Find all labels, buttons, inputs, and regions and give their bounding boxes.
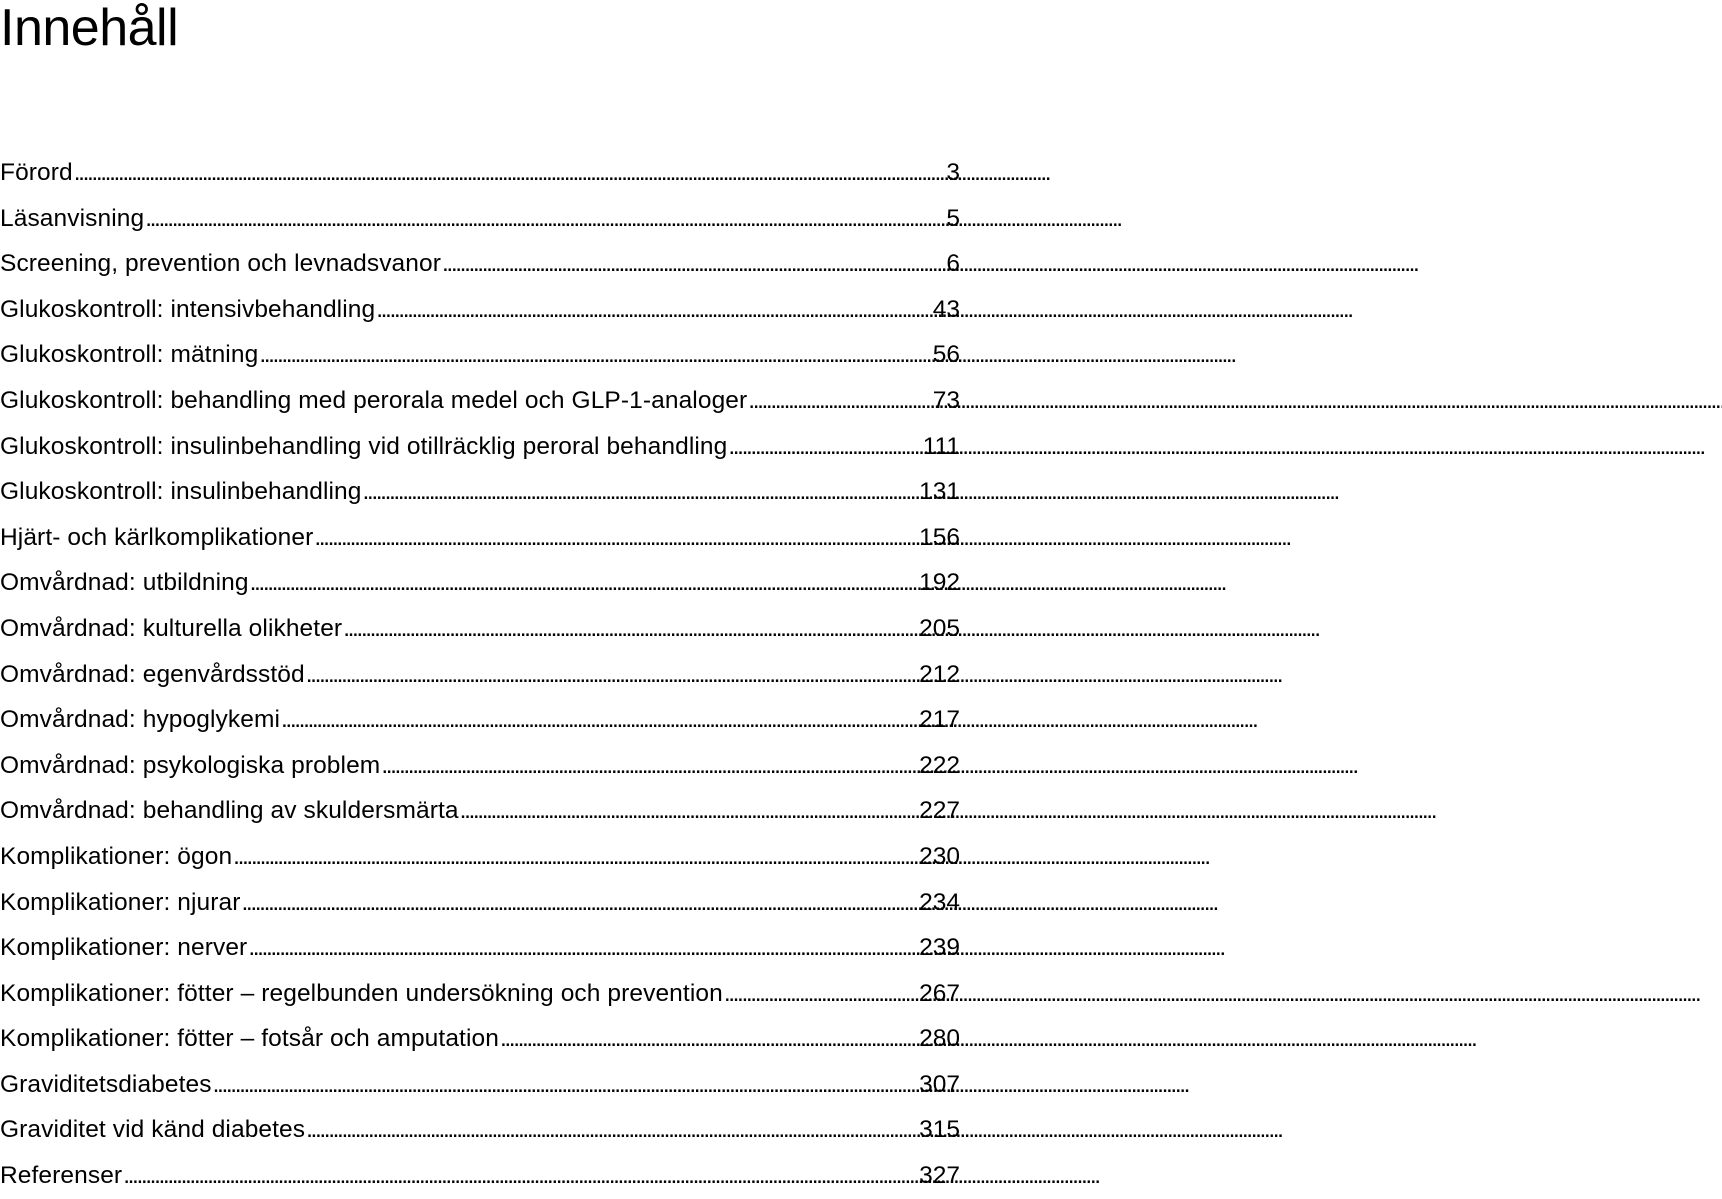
toc-entry-page-number: 307 <box>919 1070 960 1098</box>
dot-leader <box>123 1153 918 1199</box>
dot-leader <box>145 196 945 242</box>
toc-entry-label: Graviditetsdiabetes <box>0 1070 212 1098</box>
dot-leader <box>724 971 918 1017</box>
toc-entry[interactable] <box>0 1153 960 1199</box>
dot-leader <box>460 788 918 834</box>
toc-entry[interactable] <box>0 880 960 926</box>
toc-entry[interactable] <box>0 834 960 880</box>
toc-entry-page-number: 131 <box>919 478 960 506</box>
toc-list <box>0 150 960 1199</box>
dot-leader <box>500 1016 918 1062</box>
toc-entry[interactable] <box>0 378 960 424</box>
toc-entry-label: Glukoskontroll: insulinbehandling vid otillräcklig peroral behandling <box>0 432 728 460</box>
dot-leader <box>306 652 918 698</box>
toc-entry-label: Referenser <box>0 1162 123 1190</box>
dot-leader <box>248 925 918 971</box>
toc-entry[interactable] <box>0 515 960 561</box>
toc-entry-page-number: 227 <box>919 797 960 825</box>
dot-leader <box>242 880 919 926</box>
toc-entry[interactable] <box>0 697 960 743</box>
toc-entry-page-number: 212 <box>919 660 960 688</box>
toc-entry[interactable] <box>0 925 960 971</box>
dot-leader <box>233 834 918 880</box>
toc-entry-page-number: 5 <box>946 204 960 232</box>
toc-entry-label: Komplikationer: fötter – regelbunden undersökning och prevention <box>0 979 723 1007</box>
toc-entry-page-number: 239 <box>919 934 960 962</box>
dot-leader <box>442 241 945 287</box>
toc-entry[interactable] <box>0 743 960 789</box>
dot-leader <box>281 697 918 743</box>
toc-entry-label: Komplikationer: ögon <box>0 842 233 870</box>
toc-entry[interactable] <box>0 971 960 1017</box>
toc-entry[interactable] <box>0 469 960 515</box>
toc-entry-page-number: 217 <box>919 706 960 734</box>
toc-entry-page-number: 327 <box>919 1162 960 1190</box>
toc-entry-label: Komplikationer: nerver <box>0 934 248 962</box>
toc-entry[interactable] <box>0 241 960 287</box>
toc-entry-label: Omvårdnad: behandling av skuldersmärta <box>0 797 459 825</box>
dot-leader <box>748 378 931 424</box>
toc-entry[interactable] <box>0 196 960 242</box>
toc-entry-page-number: 73 <box>932 386 960 414</box>
toc-entry-page-number: 156 <box>919 523 960 551</box>
toc-entry-label: Förord <box>0 159 73 186</box>
toc-entry-label: Screening, prevention och levnadsvanor <box>0 250 441 278</box>
dot-leader <box>376 287 932 333</box>
toc-entry-label: Glukoskontroll: behandling med perorala medel och GLP-1-analoger <box>0 386 748 414</box>
toc-entry-page-number: 230 <box>919 842 960 870</box>
toc-entry-page-number: 222 <box>919 751 960 779</box>
toc-entry-label: Graviditet vid känd diabetes <box>0 1116 306 1144</box>
toc-entry-label: Omvårdnad: utbildning <box>0 569 249 597</box>
toc-entry-label: Komplikationer: njurar <box>0 888 241 916</box>
toc-entry-label: Glukoskontroll: insulinbehandling <box>0 478 362 506</box>
toc-entry-page-number: 267 <box>919 979 960 1007</box>
dot-leader <box>343 606 918 652</box>
toc-entry[interactable] <box>0 424 960 470</box>
toc-entry-label: Omvårdnad: psykologiska problem <box>0 751 381 779</box>
dot-leader <box>363 469 919 515</box>
toc-entry[interactable] <box>0 150 960 196</box>
dot-leader <box>728 424 921 470</box>
toc-entry-page-number: 6 <box>946 250 960 278</box>
toc-entry-label: Läsanvisning <box>0 204 145 232</box>
toc-entry-label: Omvårdnad: egenvårdsstöd <box>0 660 305 688</box>
toc-entry-page-number: 43 <box>932 295 960 323</box>
toc-entry[interactable] <box>0 606 960 652</box>
toc-entry-label: Omvårdnad: hypoglykemi <box>0 706 280 734</box>
toc-entry-page-number: 56 <box>932 341 960 369</box>
dot-leader <box>306 1107 918 1153</box>
toc-entry[interactable] <box>0 1107 960 1153</box>
toc-entry[interactable] <box>0 788 960 834</box>
toc-entry-label: Komplikationer: fötter – fotsår och amputation <box>0 1025 499 1053</box>
toc-entry-label: Omvårdnad: kulturella olikheter <box>0 614 343 642</box>
toc-entry[interactable] <box>0 560 960 606</box>
toc-entry-label: Hjärt- och kärlkomplikationer <box>0 523 314 551</box>
toc-entry[interactable] <box>0 287 960 333</box>
toc-entry-label: Glukoskontroll: intensivbehandling <box>0 295 376 323</box>
dot-leader <box>259 332 931 378</box>
toc-entry[interactable] <box>0 332 960 378</box>
toc-entry-page-number: 234 <box>919 888 960 916</box>
toc-entry-page-number: 111 <box>922 432 960 460</box>
dot-leader <box>213 1062 918 1108</box>
toc-entry[interactable] <box>0 1062 960 1108</box>
toc-entry-label: Glukoskontroll: mätning <box>0 341 259 369</box>
page-title: Innehåll <box>0 0 179 57</box>
toc-entry[interactable] <box>0 1016 960 1062</box>
toc-entry-page-number: 205 <box>919 614 960 642</box>
toc-entry-page-number: 3 <box>946 159 960 186</box>
dot-leader <box>250 560 919 606</box>
toc-entry-page-number: 192 <box>919 569 960 597</box>
dot-leader <box>381 743 918 789</box>
toc-entry-page-number: 315 <box>919 1116 960 1144</box>
dot-leader <box>314 515 918 561</box>
dot-leader <box>74 150 946 196</box>
toc-entry[interactable] <box>0 652 960 698</box>
toc-entry-page-number: 280 <box>919 1025 960 1053</box>
